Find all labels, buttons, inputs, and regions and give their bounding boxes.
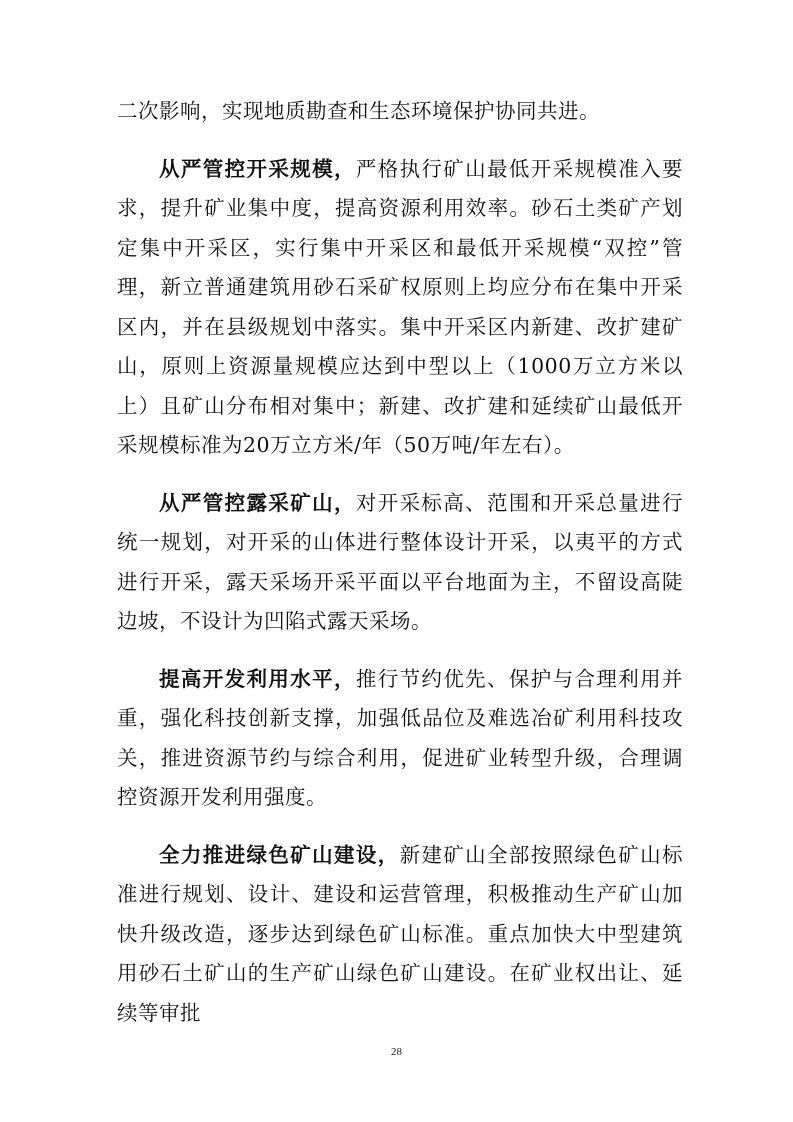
- paragraph-utilization: [117, 660, 683, 818]
- paragraph-text: 二次影响，实现地质勘查和生态环境保护协同共进。: [117, 99, 600, 123]
- paragraph-lead: 提高开发利用水平，: [159, 666, 356, 691]
- paragraph-green-mines: [117, 836, 683, 1034]
- paragraph-text: 新建矿山全部按照绿色矿山标准进行规划、设计、建设和运营管理，积极推动生产矿山加快升级改造，逐步达到绿色矿山标准。重点加快大中型建筑用砂石土矿山的生产矿山绿色矿山建设。在矿业权出让、延续等审批: [117, 842, 684, 1025]
- paragraph-text: 推行节约优先、保护与合理利用并重，强化科技创新支撑，加强低品位及难选冶矿利用科技攻关，推进资源节约与综合利用，促进矿业转型升级，合理调控资源开发利用强度。: [117, 666, 684, 809]
- paragraph-lead: 全力推进绿色矿山建设，: [159, 842, 400, 867]
- paragraph-mining-scale: [117, 150, 683, 466]
- paragraph-open-pit: [117, 484, 683, 642]
- paragraph-continuation: [117, 92, 683, 132]
- paragraph-text: 对开采标高、范围和开采总量进行统一规划，对开采的山体进行整体设计开采，以夷平的方式进行开采，露天采场开采平面以平台地面为主，不留设高陡边坡，不设计为凹陷式露天采场。: [117, 490, 684, 633]
- paragraph-text: 严格执行矿山最低开采规模准入要求，提升矿业集中度，提高资源利用效率。砂石土类矿产划定集中开采区，实行集中开采区和最低开采规模“双控”管理，新立普通建筑用砂石采矿权原则上均应分布在集中开采区内，并在县级规划中落实。集中开采区内新建、改扩建矿山，原则上资源量规模应达到中型以上（1000万立方米以上）且矿山分布相对集中；新建、改扩建和延续矿山最低开采规模标准为20万立方米/年（50万吨/年左右）。: [117, 156, 684, 457]
- paragraph-lead: 从严管控开采规模，: [159, 156, 356, 181]
- page-number: 28: [391, 1046, 402, 1058]
- body-text: [117, 92, 683, 1033]
- paragraph-lead: 从严管控露采矿山，: [159, 490, 356, 515]
